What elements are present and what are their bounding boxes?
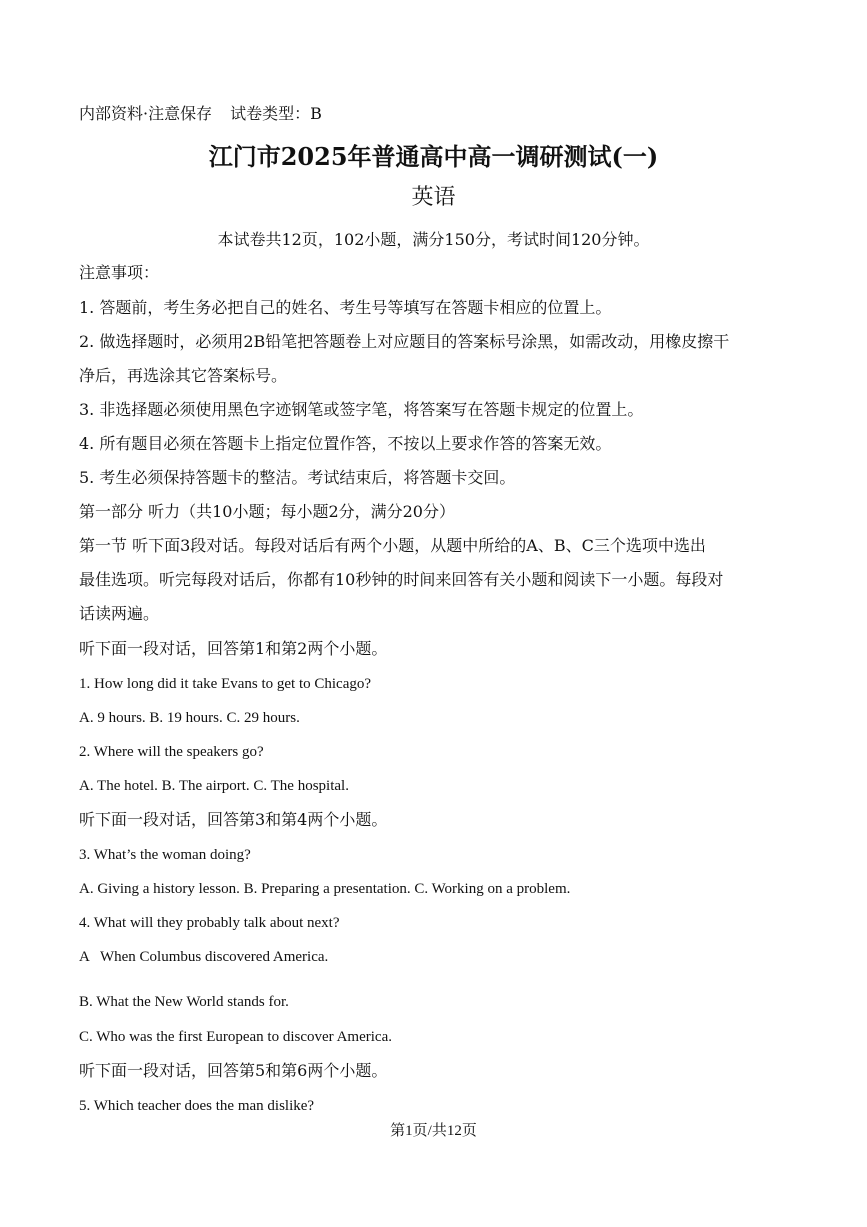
section-instruction: 第一节 听下面3段对话。每段对话后有两个小题，从题中所给的A、B、C三个选项中选出: [79, 536, 706, 555]
section-instruction: 最佳选项。听完每段对话后，你都有10秒钟的时间来回答有关小题和阅读下一小题。每段对: [79, 570, 724, 589]
notice-item: 2. 做选择题时，必须用2B铅笔把答题卷上对应题目的答案标号涂黑，如需改动，用橡皮擦干: [79, 332, 730, 351]
options-line: A. Giving a history lesson. B. Preparing a presentation. C. Working on a problem.: [79, 881, 571, 897]
options-line: A. 9 hours. B. 19 hours. C. 29 hours.: [79, 710, 300, 726]
notice-heading: 注意事项：: [79, 263, 160, 282]
notice-item: 3. 非选择题必须使用黑色字迹钢笔或签字笔，将答案写在答题卡规定的位置上。: [79, 400, 644, 419]
section-instruction: 话读两遍。: [79, 604, 160, 623]
options-line: A. The hotel. B. The airport. C. The hospital.: [79, 778, 349, 794]
question-line: 3. What’s the woman doing?: [79, 847, 251, 863]
dialog-instruction: 听下面一段对话，回答第5和第6两个小题。: [79, 1061, 388, 1080]
dialog-instruction: 听下面一段对话，回答第3和第4两个小题。: [79, 810, 388, 829]
part-heading: 第一部分 听力（共10小题；每小题2分，满分20分）: [79, 502, 455, 521]
question-line: 1. How long did it take Evans to get to Chicago?: [79, 676, 372, 692]
notice-item: 净后，再选涂其它答案标号。: [79, 366, 288, 385]
exam-info: 本试卷共12页，102小题，满分150分，考试时间120分钟。: [217, 230, 650, 249]
subject-title: 英语: [411, 185, 456, 210]
question-line: 4. What will they probably talk about next?: [79, 915, 340, 931]
question-line: 2. Where will the speakers go?: [79, 744, 264, 760]
header-line: [79, 106, 322, 122]
option-line: B. What the New World stands for.: [79, 994, 289, 1010]
option-line: A When Columbus discovered America.: [79, 949, 329, 965]
confidential-note: 内部资料·注意保存: [79, 104, 213, 123]
dialog-instruction: 听下面一段对话，回答第1和第2两个小题。: [79, 639, 388, 658]
option-line: C. Who was the first European to discover America.: [79, 1029, 392, 1045]
notice-item: 5. 考生必须保持答题卡的整洁。考试结束后，将答题卡交回。: [79, 468, 516, 487]
notice-item: 1. 答题前，考生务必把自己的姓名、考生号等填写在答题卡相应的位置上。: [79, 298, 612, 317]
notice-item: 4. 所有题目必须在答题卡上指定位置作答，不按以上要求作答的答案无效。: [79, 434, 612, 453]
question-line: 5. Which teacher does the man dislike?: [79, 1098, 315, 1114]
paper-type: 试卷类型：B: [230, 104, 322, 123]
page-footer: 第1页/共12页: [390, 1123, 477, 1139]
exam-title: 江门市2025年普通高中高一调研测试(一): [208, 142, 659, 171]
